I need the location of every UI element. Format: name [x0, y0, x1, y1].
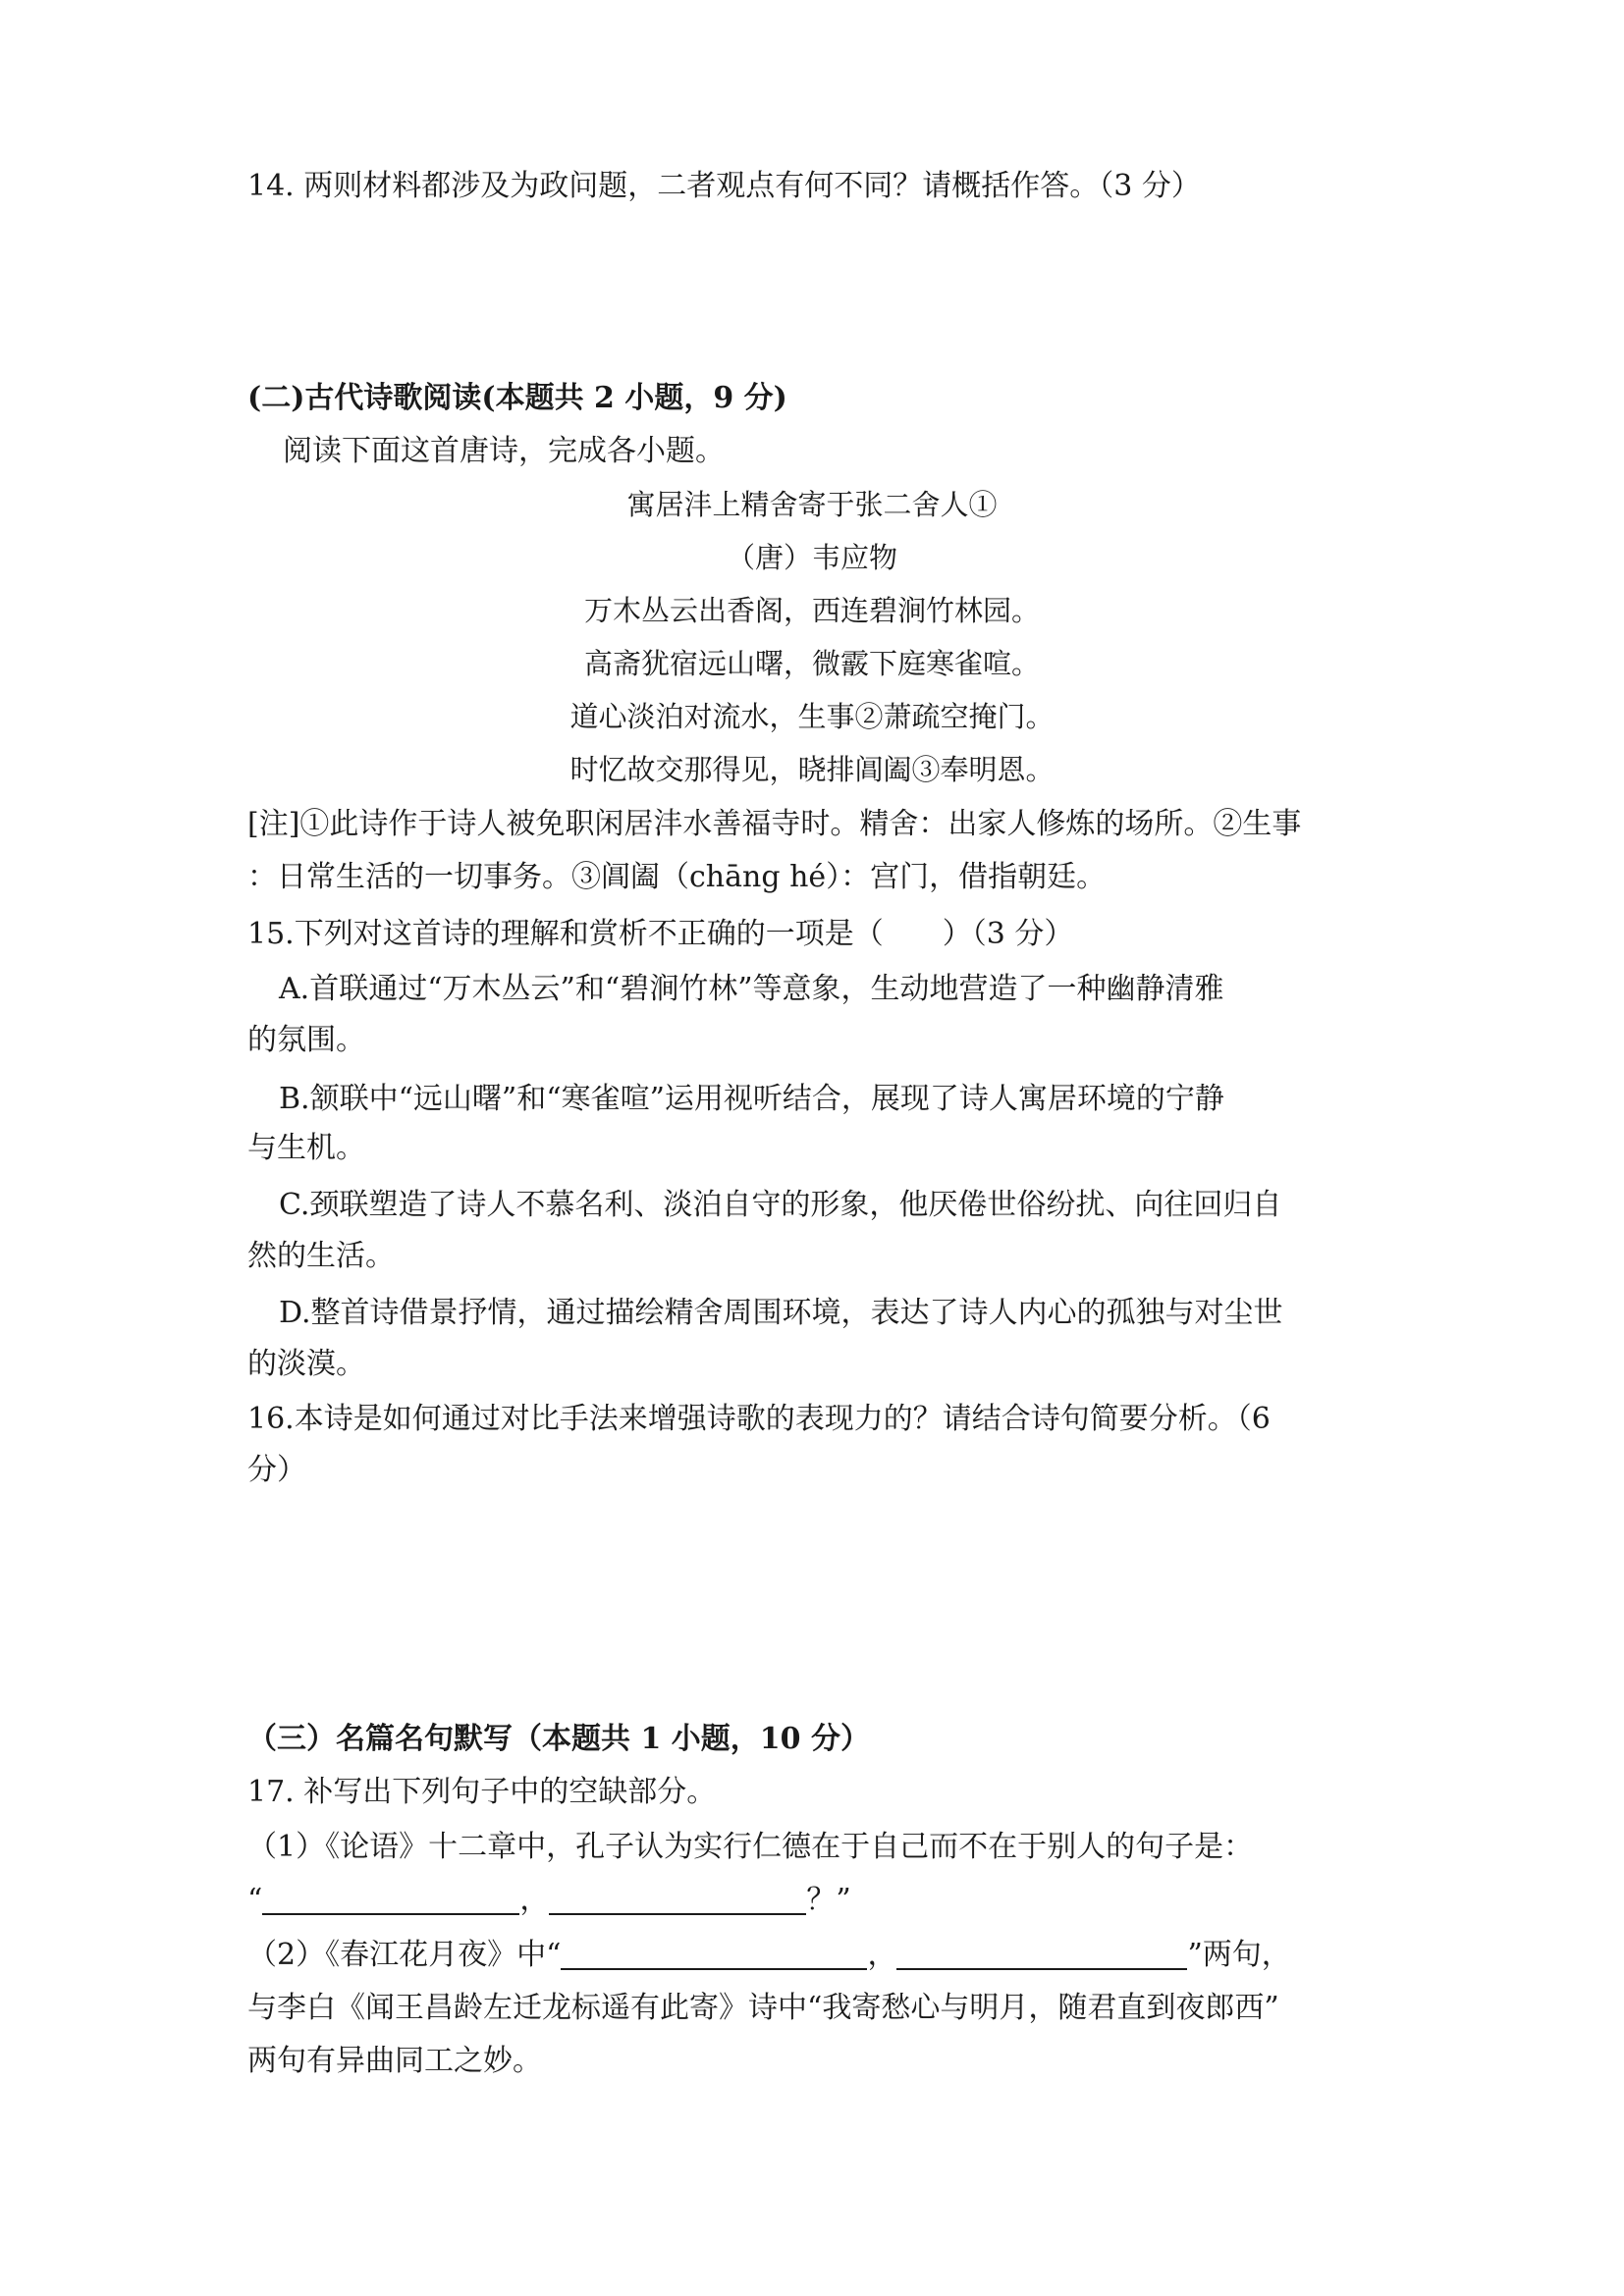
- close-quote: ？”: [806, 1883, 851, 1917]
- blank-comma: ，: [519, 1883, 550, 1917]
- poem-line-1: 万木丛云出香阁，西连碧涧竹林园。: [583, 594, 1040, 627]
- question-17: 17. 补写出下列句子中的空缺部分。: [247, 1775, 717, 1809]
- fill-blank-1[interactable]: [262, 1884, 519, 1915]
- blank-comma: ，: [867, 1938, 897, 1972]
- item-2-prefix: （2）《春江花月夜》中“: [247, 1938, 562, 1972]
- item-1-text: （1）《论语》十二章中，孔子认为实行仁德在于自己而不在于别人的句子是：: [247, 1830, 1254, 1864]
- item-2-line-1: [247, 1936, 1291, 1975]
- option-a-line-1: A.首联通过“万木丛云”和“碧涧竹林”等意象，生动地营造了一种幽静清雅: [279, 972, 1224, 1006]
- poem-line-2: 高斋犹宿远山曙，微霰下庭寒雀喧。: [583, 647, 1040, 680]
- option-c-line-2: 然的生活。: [247, 1239, 395, 1273]
- question-16-line-1: 16.本诗是如何通过对比手法来增强诗歌的表现力的？请结合诗句简要分析。（6: [247, 1402, 1271, 1436]
- option-c-line-1: C.颈联塑造了诗人不慕名利、淡泊自守的形象，他厌倦世俗纷扰、向往回归自: [279, 1188, 1282, 1222]
- item-2-suffix: ”两句，: [1187, 1938, 1291, 1972]
- question-14: 14. 两则材料都涉及为政问题，二者观点有何不同？请概括作答。（3 分）: [247, 169, 1201, 203]
- item-2-line-3: 两句有异曲同工之妙。: [247, 2044, 542, 2078]
- section-2-title: (二)古代诗歌阅读(本题共 2 小题，9 分): [247, 381, 787, 415]
- fill-blank-3[interactable]: [561, 1939, 867, 1970]
- item-1-blanks: [247, 1881, 851, 1920]
- section-2-intro: 阅读下面这首唐诗，完成各小题。: [283, 434, 725, 468]
- item-2-line-2: 与李白《闻王昌龄左迁龙标遥有此寄》诗中“我寄愁心与明月，随君直到夜郎西”: [247, 1991, 1279, 2025]
- option-d-line-2: 的淡漠。: [247, 1347, 365, 1381]
- option-b-line-2: 与生机。: [247, 1131, 365, 1165]
- fill-blank-4[interactable]: [896, 1939, 1187, 1970]
- open-quote: “: [247, 1883, 263, 1917]
- poem-title: 寓居沣上精舍寄于张二舍人①: [626, 488, 998, 521]
- option-a-line-2: 的氛围。: [247, 1023, 365, 1057]
- question-15-stem: 15.下列对这首诗的理解和赏析不正确的一项是（ ）（3 分）: [247, 917, 1074, 951]
- poem-line-4: 时忆故交那得见，晓排阊阖③奉明恩。: [569, 753, 1055, 786]
- poem-line-3: 道心淡泊对流水，生事②萧疏空掩门。: [569, 700, 1055, 733]
- poem-note-line-1: [注]①此诗作于诗人被免职闲居沣水善福寺时。精舍：出家人修炼的场所。②生事: [247, 807, 1302, 841]
- option-b-line-1: B.颔联中“远山曙”和“寒雀喧”运用视听结合，展现了诗人寓居环境的宁静: [279, 1082, 1224, 1116]
- option-d-line-1: D.整首诗借景抒情，通过描绘精舍周围环境，表达了诗人内心的孤独与对尘世: [279, 1296, 1283, 1330]
- poem-note-line-2: ：日常生活的一切事务。③阊阖（chāng hé）：宫门，借指朝廷。: [247, 860, 1107, 894]
- fill-blank-2[interactable]: [549, 1884, 806, 1915]
- poem-author: （唐）韦应物: [726, 541, 897, 574]
- question-16-line-2: 分）: [247, 1453, 306, 1487]
- section-3-title: （三）名篇名句默写（本题共 1 小题，10 分）: [247, 1722, 870, 1756]
